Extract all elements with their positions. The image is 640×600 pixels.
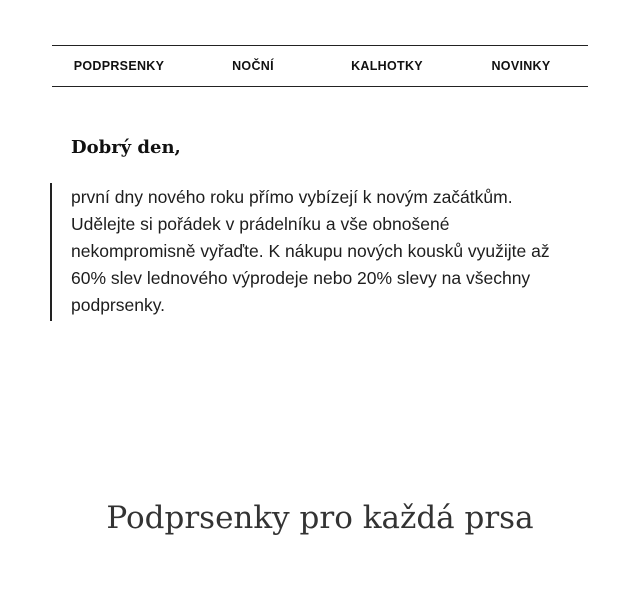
intro-quote-block — [50, 183, 560, 321]
nav-item-kalhotky[interactable]: KALHOTKY — [351, 59, 423, 73]
nav-item-novinky[interactable]: NOVINKY — [491, 59, 551, 73]
nav-item-nocni[interactable]: NOČNÍ — [232, 59, 274, 73]
nav-item-podprsenky[interactable]: PODPRSENKY — [73, 59, 165, 73]
top-navigation — [52, 45, 588, 87]
intro-paragraph: první dny nového roku přímo vybízejí k novým začátkům. Udělejte si pořádek v prádelníku a vše obnošené nekompromisně vyřaďte. K nákupu nových kousků využijte až 60% slev lednového výprodeje nebo 20% slevy na všechny podprsenky. — [71, 187, 550, 315]
greeting-heading: Dobrý den, — [71, 137, 181, 158]
section-title: Podprsenky pro každá prsa — [106, 500, 534, 536]
